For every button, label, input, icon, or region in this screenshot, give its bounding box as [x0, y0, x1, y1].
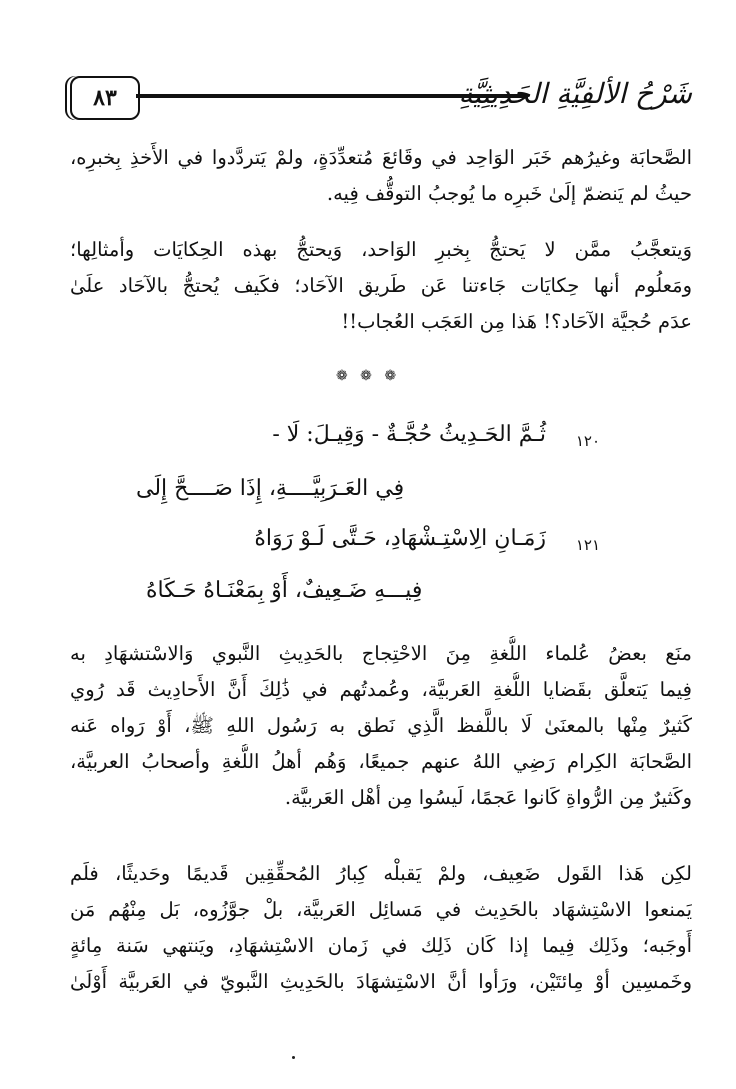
page-number-frame	[70, 76, 140, 120]
paragraph-line: وكَثيرٌ مِن الرُّواةِ كَانوا عَجمًا، لَيسُوا مِن أهْل العَربيَّة.	[284, 786, 692, 809]
page-header	[70, 70, 692, 122]
paragraph-4	[70, 856, 692, 1000]
paragraph-line: وَيتعجَّبُ ممَّن لا يَحتجُّ بِخبرِ الوَاحد، وَيحتجُّ بهذه الحِكايَات وأمثالِها؛	[70, 238, 692, 261]
paragraph-line: حيثُ لم يَنضمّ إلَىٰ خَبرِه ما يُوجبُ التوقُّف فِيه.	[326, 182, 692, 205]
paragraph-line: منَع بعضُ عُلماء اللُّغةِ مِنَ الاحْتِجاج بالحَدِيثِ النَّبوي وَالاسْتشهَادِ به	[70, 642, 692, 665]
paragraph-line: الصَّحابَة وغيرُهم خَبَر الوَاحِد في وقَائعَ مُتعدِّدَةٍ، ولمْ يَتردَّدوا في الأَخذِ بِخبرِه،	[70, 146, 692, 169]
verse-hemistich: ثُـمَّ الحَـدِيثُ حُجَّـةٌ - وَقِيـلَ: لَا -	[272, 422, 546, 447]
paragraph-line: أَوجَبه؛ وذَلِك فِيما إذا كَان ذَلِك في زَمان الاسْتِشهَادِ، ويَنتهي سَنة مِائةٍ	[70, 934, 692, 957]
paragraph-line: ومَعلُوم أنها حِكايَات جَاءتنا عَن طَريق الآحَاد؛ فكَيف يُحتجُّ بالآحَاد علَىٰ	[70, 274, 692, 297]
verse-number: ١٢٠	[575, 432, 600, 450]
running-title: شَرْحُ الألفِيَّةِ الحَدِيثِيَّةِ	[458, 77, 692, 110]
footer-dot	[292, 1056, 295, 1059]
paragraph-3	[70, 636, 692, 816]
page-number: ٨٣	[93, 85, 117, 111]
verse-hemistich: فِي العَـرَبِيَّــــةِ، إِذَا صَــــحَّ إِلَى	[136, 476, 405, 501]
paragraph-2	[70, 232, 692, 340]
verse-number: ١٢١	[575, 536, 600, 554]
paragraph-line: لكِن هَذا القَول ضَعِيف، ولمْ يَقبلْه كِبارُ المُحقِّقِين قَديمًا وحَديثًا، فلَم	[70, 862, 692, 885]
paragraph-line: عدَم حُجيَّة الآحَاد؟! هَذا مِن العَجَب العُجاب!!	[341, 310, 692, 333]
paragraph-line: يَمنعوا الاسْتِشهَاد بالحَدِيث في مَسائِل العَربيَّة، بلْ جوَّزُوه، بَل مِنْهُم مَن	[70, 898, 692, 921]
paragraph-line: الصَّحابَة الكِرام رَضِي اللهُ عنهم جميعًا، وَهُم أهلُ اللُّغةِ وأصحابُ العربيَّة،	[70, 750, 692, 773]
verse-hemistich: فِيـــهِ ضَـعِيفٌ، أَوْ بِمَعْنَـاهُ حَـكَاهُ	[146, 578, 423, 603]
section-separator: ❁ ❁ ❁	[335, 368, 401, 384]
paragraph-line: كَثيرٌ مِنْها بالمعنَىٰ لَا باللَّفظ الَّذِي نَطق به رَسُول اللهِ ﷺ، أَوْ رَواه عَنه	[70, 714, 692, 737]
paragraph-1	[70, 140, 692, 212]
paragraph-line: فِيما يَتعلَّق بقَضايا اللُّغةِ العَربيَّة، وعُمدتُهم في ذَٰلِكَ أَنَّ الأَحادِيث قَد رُوي	[70, 678, 692, 701]
verse-hemistich: زَمَـانِ الِاسْتِـشْهَادِ، حَـتَّى لَـوْ رَوَاهُ	[254, 526, 546, 551]
paragraph-line: وخَمسِين أوْ مِائتَيْن، ورَأوا أنَّ الاسْتِشهَادَ بالحَدِيثِ النَّبويّ في العَربيَّة أَوْلَىٰ	[70, 970, 692, 993]
